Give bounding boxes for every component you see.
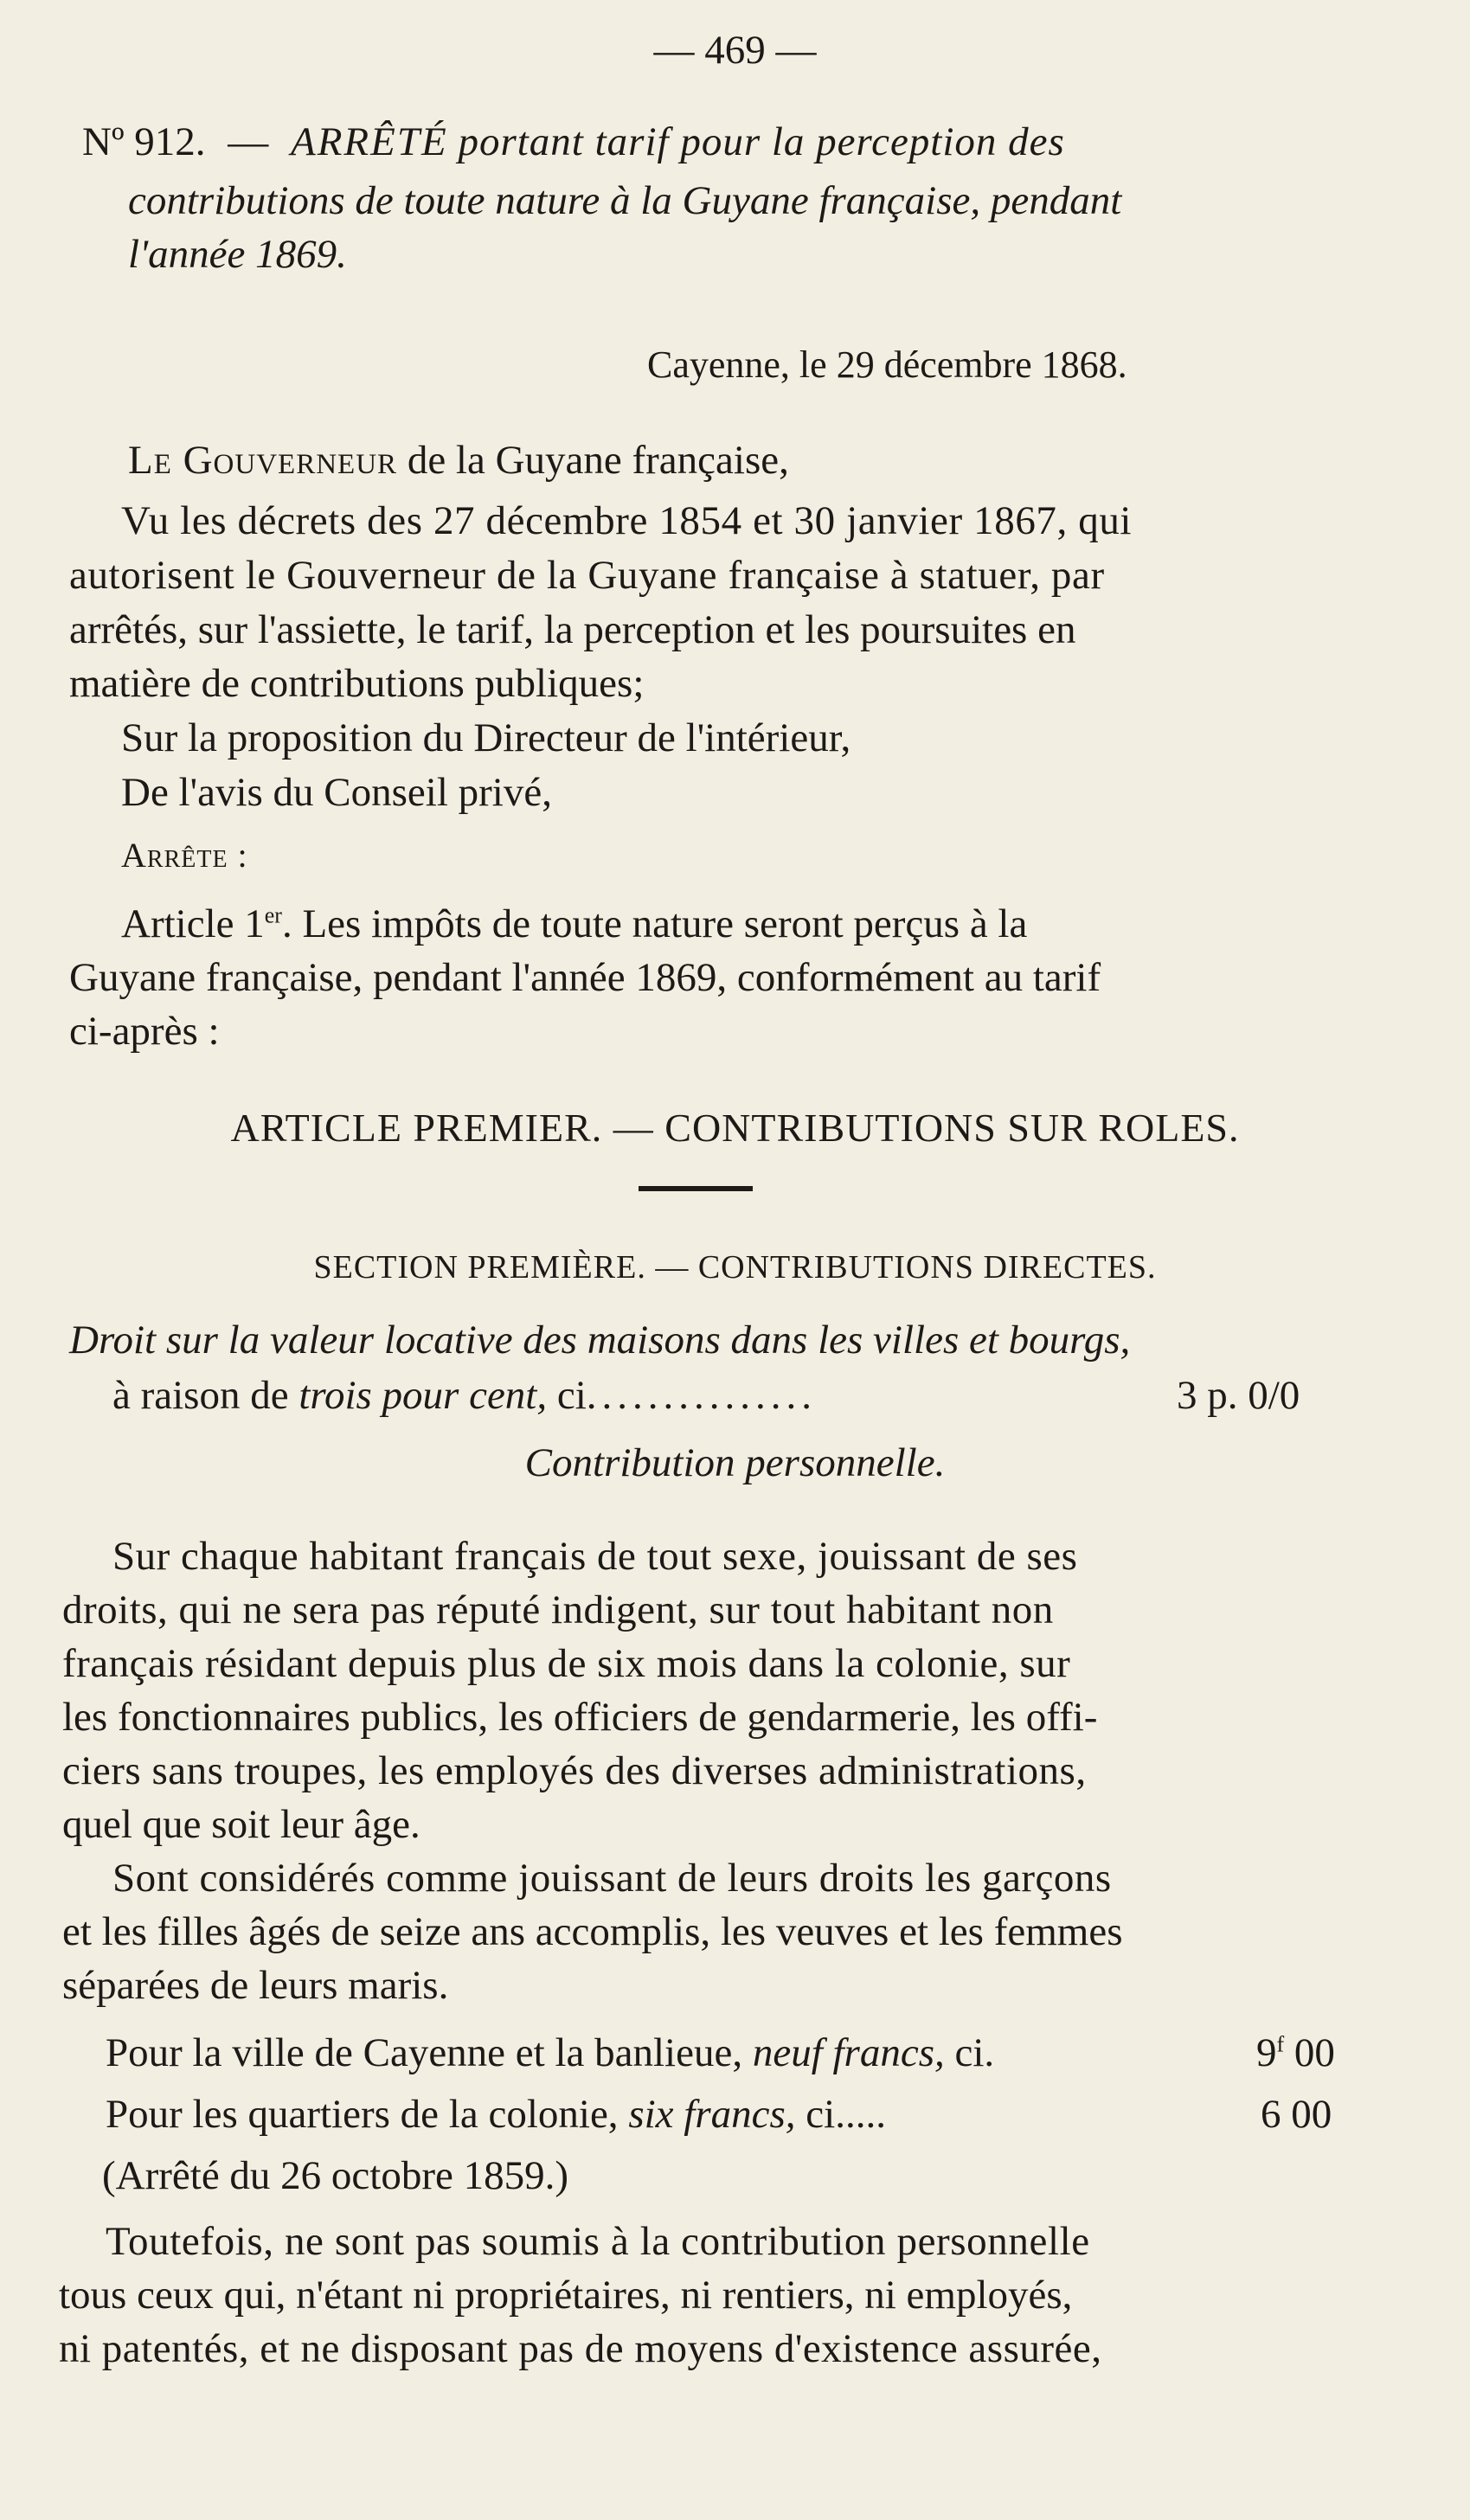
toutefois-line-2: tous ceux qui, n'étant ni propriétaires, ni rentiers, ni employés, (59, 2273, 1073, 2318)
droit-line-1: Droit sur la valeur locative des maisons dans les villes et bourgs, (69, 1318, 1131, 1363)
tarif-cayenne-value (1256, 2029, 1335, 2077)
tarif-quartiers-ci: ci..... (806, 2092, 886, 2137)
article1-line-1 (121, 900, 1027, 948)
vu-line-3: arrêtés, sur l'assiette, le tarif, la perception et les poursuites en (69, 607, 1076, 652)
notice-title-line-1 (82, 118, 1389, 166)
governor-line (128, 436, 789, 484)
article1-line-3: ci-après : (69, 1009, 220, 1054)
article-heading: ARTICLE PREMIER. — CONTRIBUTIONS SUR ROLES. (230, 1106, 1240, 1150)
tarif-cayenne-unit: f (1276, 2031, 1285, 2057)
tarif-cayenne-label: Pour la ville de Cayenne et la banlieue, (106, 2030, 743, 2075)
tarif-cayenne-amount-text: neuf francs, (752, 2030, 945, 2075)
tarif-quartiers-amount-text: six francs, (628, 2092, 796, 2137)
habitant-line-4: les fonctionnaires publics, les officiers de gendarmerie, les offi- (62, 1695, 1098, 1740)
governor-title: Le Gouverneur (128, 438, 398, 483)
contribution-heading: Contribution personnelle. (524, 1440, 946, 1485)
heading-divider (639, 1186, 753, 1191)
habitant-line-2: droits, qui ne sera pas réputé indigent, sur tout habitant non (62, 1587, 1054, 1632)
notice-title-rest: portant tarif pour la perception des (458, 119, 1065, 164)
sont-line-3: séparées de leurs maris. (62, 1963, 449, 2008)
habitant-line-1: Sur chaque habitant français de tout sexe, jouissant de ses (112, 1534, 1078, 1579)
notice-title-line-2: contributions de toute nature à la Guyane française, pendant (128, 178, 1122, 223)
droit-value: 3 p. 0/0 (1177, 1373, 1300, 1418)
article1-sup: er (264, 902, 282, 928)
tarif-quartiers-label: Pour les quartiers de la colonie, (106, 2092, 619, 2137)
notice-title-keyword: ARRÊTÉ (291, 119, 448, 164)
notice-title-line-3: l'année 1869. (128, 232, 347, 277)
tarif-cayenne-ci: ci. (954, 2030, 995, 2075)
droit-rate-text: trois pour cent, (298, 1373, 548, 1418)
tarif-cayenne (106, 2029, 1369, 2077)
habitant-line-5: ciers sans troupes, les employés des diverses administrations, (62, 1748, 1087, 1793)
de-line: De l'avis du Conseil privé, (121, 770, 552, 815)
governor-rest: de la Guyane française, (407, 438, 789, 483)
habitant-line-6: quel que soit leur âge. (62, 1802, 420, 1847)
section-heading: SECTION PREMIÈRE. — CONTRIBUTIONS DIRECTES. (313, 1249, 1157, 1286)
tarif-quartiers (106, 2090, 1369, 2138)
vu-line-4: matière de contributions publiques; (69, 661, 645, 706)
page-number: — 469 — (653, 28, 817, 73)
droit-leader: ............... (586, 1373, 818, 1418)
vu-line-1: Vu les décrets des 27 décembre 1854 et 30 janvier 1867, qui (121, 498, 1133, 543)
dateline: Cayenne, le 29 décembre 1868. (647, 343, 1127, 386)
droit-line-2 (112, 1371, 1367, 1420)
tarif-arrete-date: (Arrêté du 26 octobre 1859.) (102, 2153, 569, 2198)
droit-raison: à raison de (112, 1373, 289, 1418)
tarif-quartiers-value: 6 00 (1261, 2092, 1332, 2137)
tarif-cayenne-cents: 00 (1293, 2030, 1335, 2075)
notice-dash: — (228, 119, 269, 164)
article1-label: Article 1 (121, 901, 265, 946)
toutefois-line-1: Toutefois, ne sont pas soumis à la contribution personnelle (106, 2219, 1090, 2264)
sur-line: Sur la proposition du Directeur de l'intérieur, (121, 715, 851, 760)
arrete-label: Arrête : (121, 836, 248, 875)
habitant-line-3: français résidant depuis plus de six mois dans la colonie, sur (62, 1641, 1071, 1686)
droit-ci: ci (556, 1373, 587, 1418)
tarif-cayenne-francs: 9 (1256, 2030, 1277, 2075)
vu-line-2: autorisent le Gouverneur de la Guyane française à statuer, par (69, 553, 1105, 598)
toutefois-line-3: ni patentés, et ne disposant pas de moyens d'existence assurée, (59, 2326, 1102, 2371)
sont-line-1: Sont considérés comme jouissant de leurs droits les garçons (112, 1856, 1112, 1901)
article1-text: . Les impôts de toute nature seront perçus à la (281, 901, 1028, 946)
article1-line-2: Guyane française, pendant l'année 1869, conformément au tarif (69, 955, 1101, 1000)
sont-line-2: et les filles âgés de seize ans accomplis, les veuves et les femmes (62, 1909, 1123, 1954)
notice-number: Nº 912. (82, 119, 206, 164)
